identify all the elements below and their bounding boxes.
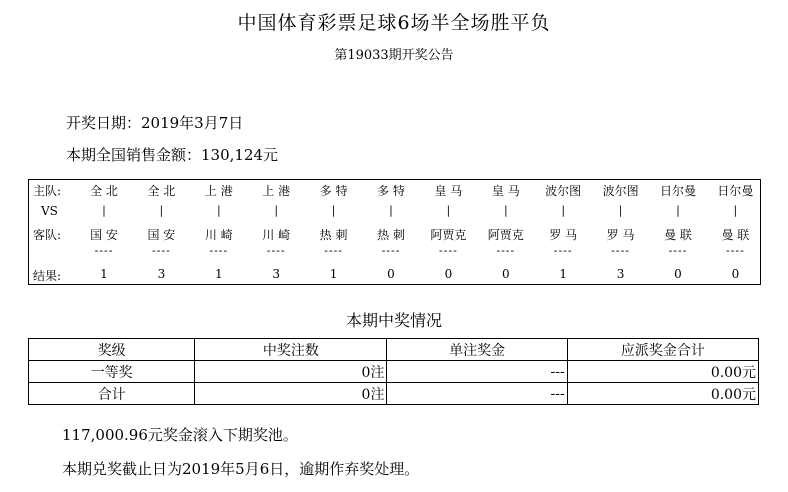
vs-mark: | (389, 204, 393, 217)
table-row (29, 361, 759, 383)
result-cell: 0 (387, 267, 395, 281)
home-team-cell: 波尔图 (545, 184, 582, 198)
claim-deadline-note: 本期兑奖截止日为2019年5月6日，逾期作弃奖处理。 (62, 460, 420, 478)
separator-dash: ---- (725, 244, 745, 257)
home-team-cell: 多 特 (377, 184, 405, 198)
separator-dash: ---- (151, 244, 171, 257)
prize-level: 合计 (29, 383, 195, 405)
header-prize-per-bet: 单注奖金 (387, 339, 567, 361)
home-team-row (29, 182, 760, 202)
sales-amount: 本期全国销售金额：130,124元 (66, 146, 279, 164)
result-cell: 1 (214, 267, 223, 281)
vs-label: VS (41, 204, 58, 218)
prize-level: 一等奖 (29, 361, 195, 383)
match-table (28, 179, 761, 285)
issue-subtitle: 第19033期开奖公告 (334, 48, 454, 63)
vs-mark: | (618, 204, 623, 217)
separator-dash: ---- (324, 244, 344, 257)
away-team-row (29, 226, 760, 246)
separator-dash: ---- (553, 244, 573, 257)
away-team-cell: 川 崎 (262, 228, 291, 242)
home-team-cell: 多 特 (319, 184, 348, 198)
result-cell: 0 (731, 267, 740, 281)
home-team-cell: 日尔曼 (717, 184, 754, 198)
total-payout: 0.00元 (567, 361, 758, 383)
away-team-cell: 罗 马 (606, 228, 635, 242)
home-team-cell: 全 北 (90, 184, 118, 198)
away-team-cell: 热 刺 (319, 228, 348, 242)
separator-dash: ---- (209, 244, 229, 257)
away-team-cell: 热 刺 (377, 228, 405, 242)
away-team-cell: 阿贾克 (430, 228, 467, 242)
header-total-payout: 应派奖金合计 (567, 339, 758, 361)
vs-mark: | (561, 204, 566, 217)
away-team-cell: 国 安 (147, 228, 176, 242)
away-team-cell: 国 安 (90, 228, 118, 242)
result-cell: 1 (100, 267, 108, 281)
home-team-cell: 全 北 (147, 184, 176, 198)
away-team-cell: 川 崎 (204, 228, 233, 242)
separator-dash: ---- (94, 244, 114, 257)
page-title: 中国体育彩票足球6场半全场胜平负 (237, 12, 551, 34)
away-team-cell: 罗 马 (549, 228, 578, 242)
away-label: 客队: (33, 228, 62, 242)
vs-mark: | (733, 204, 738, 217)
away-team-cell: 曼 联 (721, 228, 750, 242)
separator-dash: ---- (611, 244, 631, 257)
home-team-cell: 波尔图 (602, 184, 639, 198)
vs-mark: | (216, 204, 221, 217)
vs-mark: | (676, 204, 680, 217)
vs-mark: | (102, 204, 106, 217)
home-team-cell: 皇 马 (434, 184, 463, 198)
prize-per-bet: --- (387, 361, 567, 383)
vs-mark: | (331, 204, 336, 217)
table-row (29, 383, 759, 405)
result-cell: 1 (329, 267, 338, 281)
result-cell: 3 (272, 267, 280, 281)
home-label: 主队: (33, 184, 62, 198)
result-label: 结果: (33, 269, 62, 283)
separator-dash: ---- (668, 244, 688, 257)
separator-dash: ---- (381, 244, 401, 257)
draw-date: 开奖日期：2019年3月7日 (66, 114, 244, 132)
result-cell: 3 (616, 267, 625, 281)
vs-mark: | (274, 204, 279, 217)
total-payout: 0.00元 (567, 383, 758, 405)
result-cell: 0 (674, 267, 682, 281)
header-winning-bets: 中奖注数 (195, 339, 387, 361)
result-row (29, 267, 760, 287)
result-cell: 3 (157, 267, 166, 281)
result-cell: 1 (559, 267, 567, 281)
vs-mark: | (503, 204, 508, 217)
header-prize-level: 奖级 (29, 339, 195, 361)
rollover-note: 117,000.96元奖金滚入下期奖池。 (62, 426, 298, 444)
separator-dash: ---- (438, 244, 458, 257)
result-cell: 0 (444, 267, 453, 281)
winning-bets: 0注 (195, 383, 387, 405)
home-team-cell: 上 港 (262, 184, 291, 198)
home-team-cell: 皇 马 (491, 184, 520, 198)
away-team-cell: 阿贾克 (487, 228, 524, 242)
prize-section-title: 本期中奖情况 (345, 311, 442, 330)
prize-per-bet: --- (387, 383, 567, 405)
winning-bets: 0注 (195, 361, 387, 383)
separator-dash: ---- (496, 244, 516, 257)
separator-dash: ---- (266, 244, 286, 257)
vs-mark: | (159, 204, 164, 217)
home-team-cell: 上 港 (204, 184, 233, 198)
home-team-cell: 日尔曼 (659, 184, 696, 198)
away-team-cell: 曼 联 (664, 228, 692, 242)
vs-row (29, 204, 760, 224)
separator-row (29, 244, 760, 264)
prize-table (28, 338, 759, 405)
vs-mark: | (446, 204, 451, 217)
result-cell: 0 (501, 267, 510, 281)
prize-header-row (29, 339, 759, 361)
